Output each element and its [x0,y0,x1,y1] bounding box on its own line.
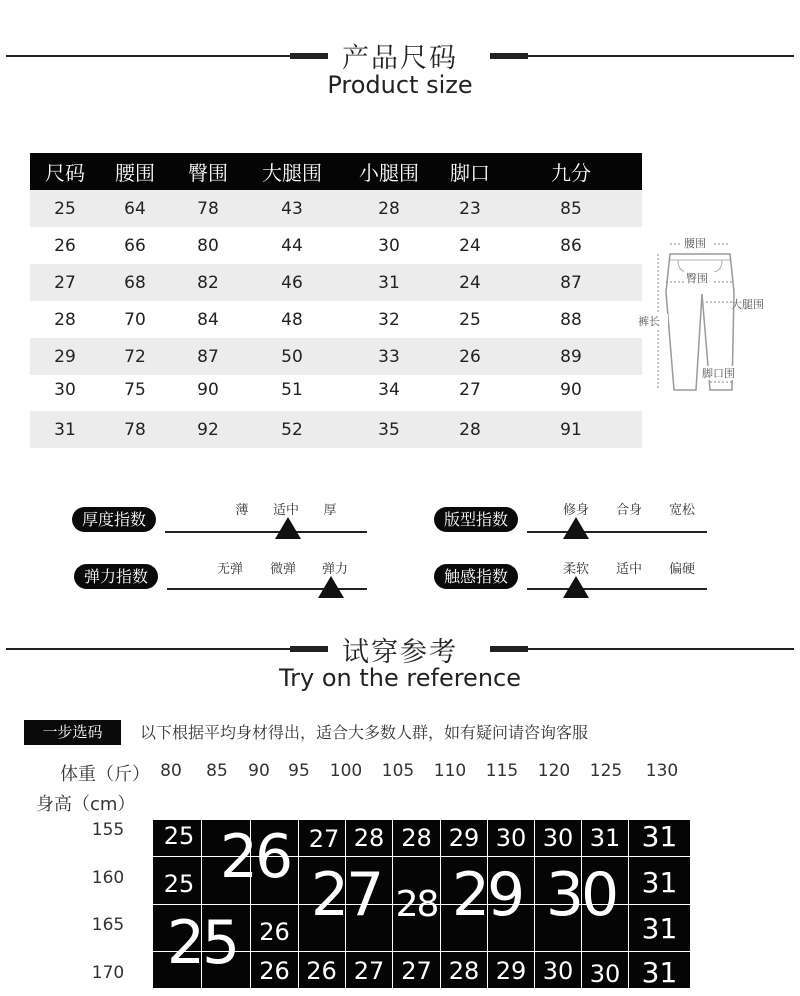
table-cell: 70 [124,309,146,330]
table-row [30,264,642,301]
feel-option[interactable]: 偏硬 [668,562,695,577]
table-cell: 28 [378,198,400,219]
fit-option[interactable]: 合身 [615,503,642,518]
elasticity-index-label: 弹力指数 [74,564,158,589]
thickness-option[interactable]: 厚 [323,503,337,518]
header-cell: 大腿围 [262,161,322,185]
size-cell: 27 [310,860,382,930]
size-cell: 30 [542,824,574,852]
height-value: 155 [91,820,125,840]
table-cell: 23 [459,198,481,219]
table-cell: 82 [197,272,219,293]
header-cell: 小腿围 [359,161,419,185]
size-cell: 29 [448,824,480,852]
size-cell: 30 [495,824,527,852]
step-note: 以下根据平均身材得出，适合大多数人群，如有疑问请咨询客服 [140,723,589,742]
weight-value: 95 [288,761,310,781]
weight-value: 85 [206,761,228,781]
size-cell: 28 [395,884,438,925]
size-cell: 28 [448,957,480,985]
weight-value: 120 [537,761,571,781]
table-row [30,338,642,375]
size-cell: 30 [545,860,617,930]
height-axis-label: 身高（cm） [36,794,136,815]
table-cell: 26 [459,346,481,367]
feel-option[interactable]: 适中 [615,562,642,577]
table-cell: 87 [197,346,219,367]
table-cell: 35 [378,419,400,440]
size-cell: 25 [166,908,238,978]
table-cell: 87 [560,272,582,293]
step-badge: 一步选码 [24,720,121,745]
size-cell: 30 [589,960,621,988]
table-cell: 25 [459,309,481,330]
table-cell: 89 [560,346,582,367]
size-cell: 31 [641,956,678,989]
table-cell: 32 [378,309,400,330]
thigh-label: 大腿围 [731,298,764,311]
thickness-selected-marker [275,517,301,539]
height-value: 165 [91,915,125,935]
size-cell: 26 [259,918,290,946]
weight-value: 105 [381,761,415,781]
try-on-title: 试穿参考 [342,637,458,668]
table-cell: 80 [197,235,219,256]
table-cell: 43 [281,198,303,219]
pants-diagram [634,232,774,402]
size-cell: 28 [401,824,432,852]
table-cell: 86 [560,235,582,256]
size-cell: 30 [542,957,574,985]
size-cell: 29 [451,860,523,930]
size-cell: 31 [641,912,678,945]
table-cell: 84 [197,309,219,330]
elasticity-option[interactable]: 无弹 [216,562,243,577]
length-label: 裤长 [638,315,660,328]
header-cell: 腰围 [115,161,155,185]
header-cell: 脚口 [450,161,490,185]
table-cell: 88 [560,309,582,330]
table-cell: 33 [378,346,400,367]
weight-value: 115 [485,761,519,781]
table-cell: 66 [124,235,146,256]
elasticity-selected-marker [318,576,344,598]
table-cell: 27 [54,272,76,293]
weight-value: 90 [248,761,270,781]
size-cell: 27 [308,825,340,853]
table-row [30,411,642,448]
header-cell: 臀围 [188,161,228,185]
weight-value: 110 [433,761,467,781]
hem-label: 脚口围 [702,367,735,380]
table-cell: 85 [560,198,582,219]
size-cell: 31 [641,866,678,899]
table-cell: 34 [378,380,400,400]
size-cell: 31 [641,820,678,853]
table-cell: 25 [54,198,76,219]
feel-selected-marker [563,576,589,598]
table-cell: 92 [197,419,219,440]
table-cell: 24 [459,272,481,293]
table-cell: 51 [281,380,303,400]
table-cell: 78 [197,198,219,219]
thickness-index-line [165,531,367,533]
table-row [30,190,642,227]
weight-value: 125 [589,761,623,781]
table-cell: 30 [378,235,400,256]
weight-value: 80 [160,761,182,781]
size-cell: 25 [163,870,195,898]
size-cell: 27 [353,957,385,985]
feel-index-label: 触感指数 [434,564,518,589]
size-cell: 27 [401,957,432,985]
product-size-subtitle: Product size [327,71,473,99]
table-cell: 78 [124,419,146,440]
table-cell: 30 [54,380,76,400]
table-row [30,301,642,338]
table-cell: 48 [281,309,303,330]
table-row [30,375,642,405]
table-cell: 28 [54,309,76,330]
table-cell: 31 [378,272,400,293]
size-reference-grid [153,820,690,988]
table-cell: 50 [281,346,303,367]
size-cell: 31 [589,824,621,852]
table-cell: 24 [459,235,481,256]
table-cell: 90 [560,380,582,400]
table-cell: 31 [54,419,76,440]
table-cell: 29 [54,346,76,367]
table-cell: 75 [124,380,146,400]
height-value: 160 [91,868,125,888]
hip-label: 臀围 [686,272,708,285]
size-table [30,153,642,448]
header-cell: 九分 [551,161,591,185]
weight-value: 100 [329,761,363,781]
elasticity-option[interactable]: 微弹 [269,562,296,577]
size-cell: 29 [495,957,527,985]
size-table-header [30,153,642,190]
size-cell: 25 [163,822,195,850]
elasticity-option[interactable]: 弹力 [321,562,348,577]
table-cell: 28 [459,419,481,440]
table-cell: 90 [197,380,219,400]
fit-index-line [527,531,707,533]
thickness-index-label: 厚度指数 [72,507,156,532]
size-cell: 26 [306,957,337,985]
size-cell: 28 [353,824,385,852]
thickness-option[interactable]: 薄 [235,503,249,518]
height-value: 170 [91,963,125,983]
table-cell: 27 [459,380,481,400]
table-cell: 91 [560,419,582,440]
fit-option[interactable]: 宽松 [668,503,695,518]
table-cell: 72 [124,346,146,367]
size-cell: 26 [259,957,290,985]
table-cell: 26 [54,235,76,256]
table-row [30,227,642,264]
weight-value: 130 [645,761,679,781]
waist-label: 腰围 [684,237,706,250]
fit-index-label: 版型指数 [434,507,518,532]
weight-axis-label: 体重（斤） [60,764,150,785]
header-cell: 尺码 [45,161,85,185]
thickness-option[interactable]: 适中 [272,503,299,518]
fit-option[interactable]: 修身 [562,503,589,518]
feel-index-line [527,588,707,590]
fit-selected-marker [563,517,589,539]
table-cell: 68 [124,272,146,293]
table-cell: 52 [281,419,303,440]
table-cell: 44 [281,235,303,256]
size-cell: 26 [219,822,291,892]
try-on-subtitle: Try on the reference [279,664,521,692]
table-cell: 64 [124,198,146,219]
feel-option[interactable]: 柔软 [562,562,589,577]
product-size-title: 产品尺码 [342,43,458,74]
table-cell: 46 [281,272,303,293]
